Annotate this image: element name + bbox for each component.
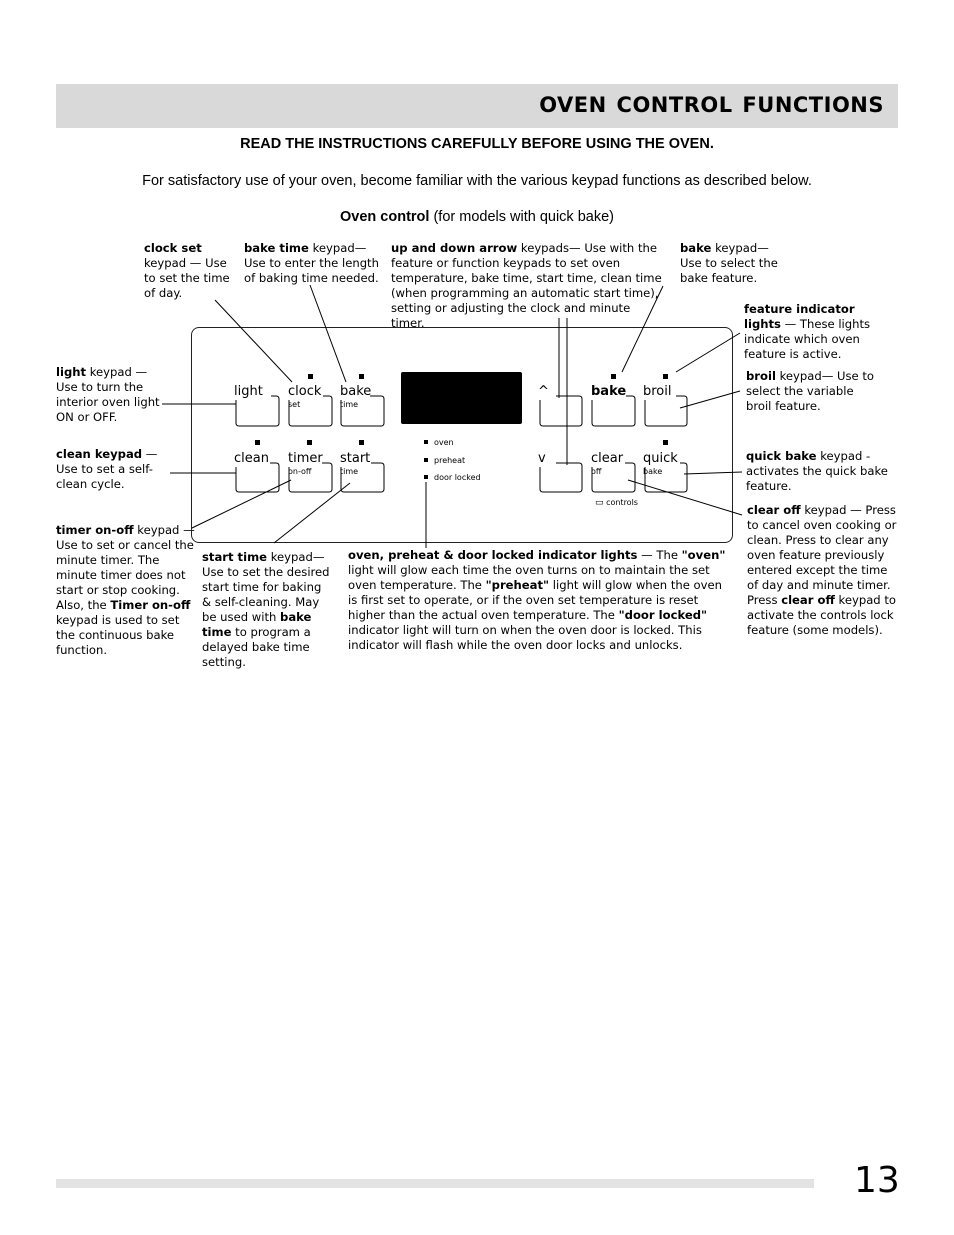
callout-arrows-title: up and down arrow: [391, 241, 518, 255]
start-key-outline: [341, 463, 384, 492]
clean-keypad-label: clean: [234, 451, 269, 466]
start-keypad-sub: time: [340, 467, 359, 476]
intro-text: For satisfactory use of your oven, become familiar with the various keypad functions as described below.: [142, 173, 812, 189]
callout-feature-lights-title: feature indicator lights: [744, 302, 855, 331]
controls-label: controls: [606, 498, 638, 507]
oven-indicator-label: oven: [434, 438, 454, 447]
callout-indicators-text2: light will glow each time the oven turns on to maintain the set oven temperature. The: [348, 563, 710, 592]
bake-time-keypad-label: bake: [340, 384, 372, 399]
footer-bar: [56, 1179, 814, 1188]
callout-clean-text: — Use to set a self-clean cycle.: [56, 447, 158, 491]
callout-timer-bold2: Timer on-off: [110, 598, 191, 612]
door-locked-indicator-label: door locked: [434, 473, 481, 482]
light-key-outline: [236, 396, 279, 426]
callout-quick-bake-title: quick bake: [746, 449, 817, 463]
callout-indicators-text4: indicator light will turn on when the oven door is locked. This indicator will flash while the oven door locks and unlocks.: [348, 623, 702, 652]
callout-start-time-bold2: bake time: [202, 610, 312, 639]
callout-broil-title: broil: [746, 369, 776, 383]
start-keypad-label: start: [340, 451, 371, 466]
callout-light-title: light: [56, 365, 87, 379]
quick-keypad-sub: bake: [643, 467, 663, 476]
bake-key-outline: [592, 396, 635, 426]
bake-keypad-label: bake: [591, 384, 627, 399]
callout-light-text: keypad — Use to turn the interior oven light ON or OFF.: [56, 365, 160, 424]
callout-start-time-text2: to program a delayed bake time setting.: [202, 625, 311, 669]
clear-keypad-label: clear: [591, 451, 624, 466]
down-arrow-label: v: [538, 451, 546, 466]
callout-start-time-text1: keypad— Use to set the desired start time for baking & self-cleaning. May be used with: [202, 550, 330, 624]
clear-keypad-sub: off: [591, 467, 602, 476]
callout-feature-lights-text: — These lights indicate which oven feature is active.: [744, 317, 871, 361]
callout-clock-set-text: keypad — Use to set the time of day.: [144, 256, 230, 300]
clean-key-outline: [236, 463, 279, 492]
callout-arrows-text: keypads— Use with the feature or function keypads to set oven temperature, bake time, start time, clean time (when programming an automatic start time), setting or adjusting the clock and minute timer.: [391, 241, 662, 330]
preheat-indicator-label: preheat: [434, 456, 466, 465]
callout-clear-off-text1: keypad — Press to cancel oven cooking or clean. Press to clear any oven feature previously entered except the time of day and minute timer. Press: [747, 503, 897, 607]
timer-key-outline: [289, 463, 332, 492]
read-note: READ THE INSTRUCTIONS CAREFULLY BEFORE USING THE OVEN.: [240, 136, 714, 152]
callout-clear-off-text2: keypad to activate the controls lock feature (some models).: [747, 593, 896, 637]
up-arrow-label: ^: [538, 384, 549, 399]
callout-timer-text2: keypad is used to set the continuous bake function.: [56, 613, 180, 657]
callout-indicators-bold4: "door locked": [618, 608, 708, 622]
callout-timer-title: timer on-off: [56, 523, 134, 537]
bake-time-keypad-sub: time: [340, 400, 359, 409]
clock-key-outline: [289, 396, 332, 426]
callout-start-time-title: start time: [202, 550, 268, 564]
timer-keypad-label: timer: [288, 451, 323, 466]
light-keypad-label: light: [234, 384, 263, 399]
timer-keypad-sub: on-off: [288, 467, 312, 476]
callout-indicators-title: oven, preheat & door locked indicator lights: [348, 548, 638, 562]
callout-broil-text: keypad— Use to select the variable broil feature.: [746, 369, 875, 413]
callout-indicators-text1: — The: [637, 548, 682, 562]
callout-timer-text1: keypad — Use to set or cancel the minute timer. The minute timer does not start or stop cooking. Also, the: [56, 523, 195, 612]
callout-clear-off-title: clear off: [747, 503, 801, 517]
callout-indicators-bold3: "preheat": [485, 578, 550, 592]
bake-time-key-outline: [341, 396, 384, 426]
broil-key-outline: [645, 396, 687, 426]
subtitle-bold: Oven control: [340, 209, 430, 225]
broil-keypad-label: broil: [643, 384, 672, 399]
quick-keypad-label: quick: [643, 451, 678, 466]
callout-clean-title: clean keypad: [56, 447, 143, 461]
callout-bake-time-text: keypad— Use to enter the length of baking time needed.: [244, 241, 379, 285]
subtitle-rest: (for models with quick bake): [429, 209, 614, 225]
callout-bake-text: keypad— Use to select the bake feature.: [680, 241, 778, 285]
callout-indicators-text3: light will glow when the oven is first set to operate, or if the oven set temperature is reset higher than the actual oven temperature. The: [348, 578, 722, 622]
page-number: 13: [854, 1160, 900, 1201]
callout-indicators-bold2: "oven": [681, 548, 726, 562]
lock-icon: ▭: [595, 498, 604, 508]
callout-bake-title: bake: [680, 241, 712, 255]
callout-clock-set-title: clock set: [144, 241, 202, 255]
callout-clear-off-bold2: clear off: [781, 593, 835, 607]
down-key-outline: [540, 463, 582, 492]
callout-quick-bake-text: keypad - activates the quick bake feature.: [746, 449, 888, 493]
page-title: OVEN CONTROL FUNCTIONS: [539, 93, 884, 117]
up-key-outline: [540, 396, 582, 426]
clear-key-outline: [592, 463, 635, 492]
clock-keypad-label: clock: [288, 384, 322, 399]
callout-bake-time-title: bake time: [244, 241, 309, 255]
clock-keypad-sub: set: [288, 400, 301, 409]
